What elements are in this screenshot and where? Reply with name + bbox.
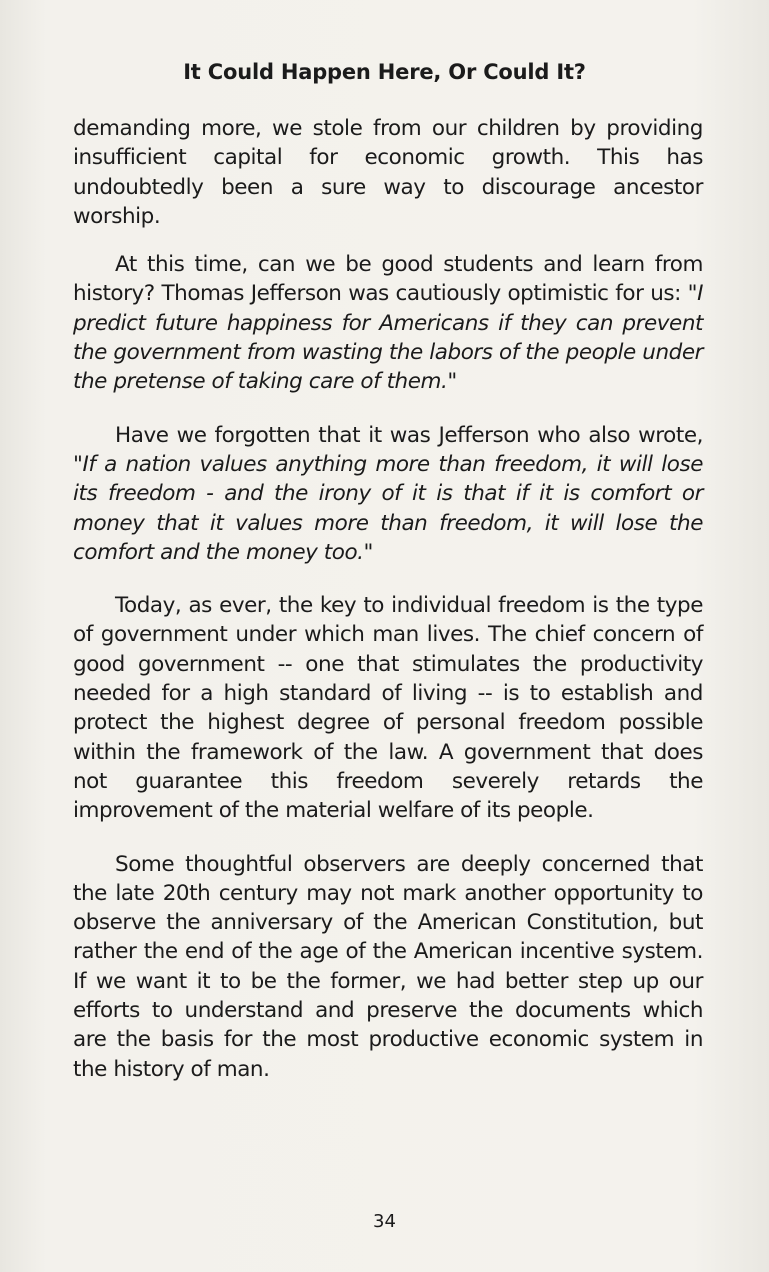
- paragraph-1: [73, 114, 703, 231]
- body-text: [73, 114, 703, 1103]
- paragraph-1-text: demanding more, we stole from our children by providing insufficient capital for economic growth. This has undoubtedly been a sure way to discourage ancestor worship.: [73, 116, 703, 229]
- paragraph-5-text: Some thoughtful observers are deeply concerned that the late 20th century may not mark another opportunity to observe the anniversary of the American Constitution, but rather the end of the age of the American incentive system. If we want it to be the former, we had better step up our efforts to understand and preserve the documents which are the basis for the most productive economic system in the history of man.: [73, 851, 703, 1082]
- paragraph-4-text: Today, as ever, the key to individual freedom is the type of government under which man lives. The chief concern of good government -- one that stimulates the productivity needed for a high standard of living -- is to establish and protect the highest degree of personal freedom possible within the framework of the law. A government that does not guarantee this freedom severely retards the improvement of the material welfare of its people.: [73, 593, 703, 824]
- page-number: 34: [373, 1211, 396, 1232]
- paragraph-5: [73, 850, 703, 1084]
- page-title: It Could Happen Here, Or Could It?: [183, 60, 586, 84]
- jefferson-quote-1: "I predict future happiness for Americans if they can prevent the government from wasting the labors of the people under the pretense of taking care of them.": [73, 281, 703, 395]
- paragraph-3: [73, 421, 703, 567]
- jefferson-quote-2: "If a nation values anything more than freedom, it will lose its freedom - and the irony of it is that if it is comfort or money that it values more than freedom, it will lose the comfort and the money too.": [73, 451, 703, 565]
- paragraph-4: [73, 591, 703, 825]
- paragraph-2-text: At this time, can we be good students and learn from history? Thomas Jefferson was cautiously optimistic for us:: [73, 252, 703, 307]
- paragraph-3-text: Have we forgotten that it was Jefferson who also wrote,: [115, 422, 703, 448]
- paragraph-2: [73, 250, 703, 396]
